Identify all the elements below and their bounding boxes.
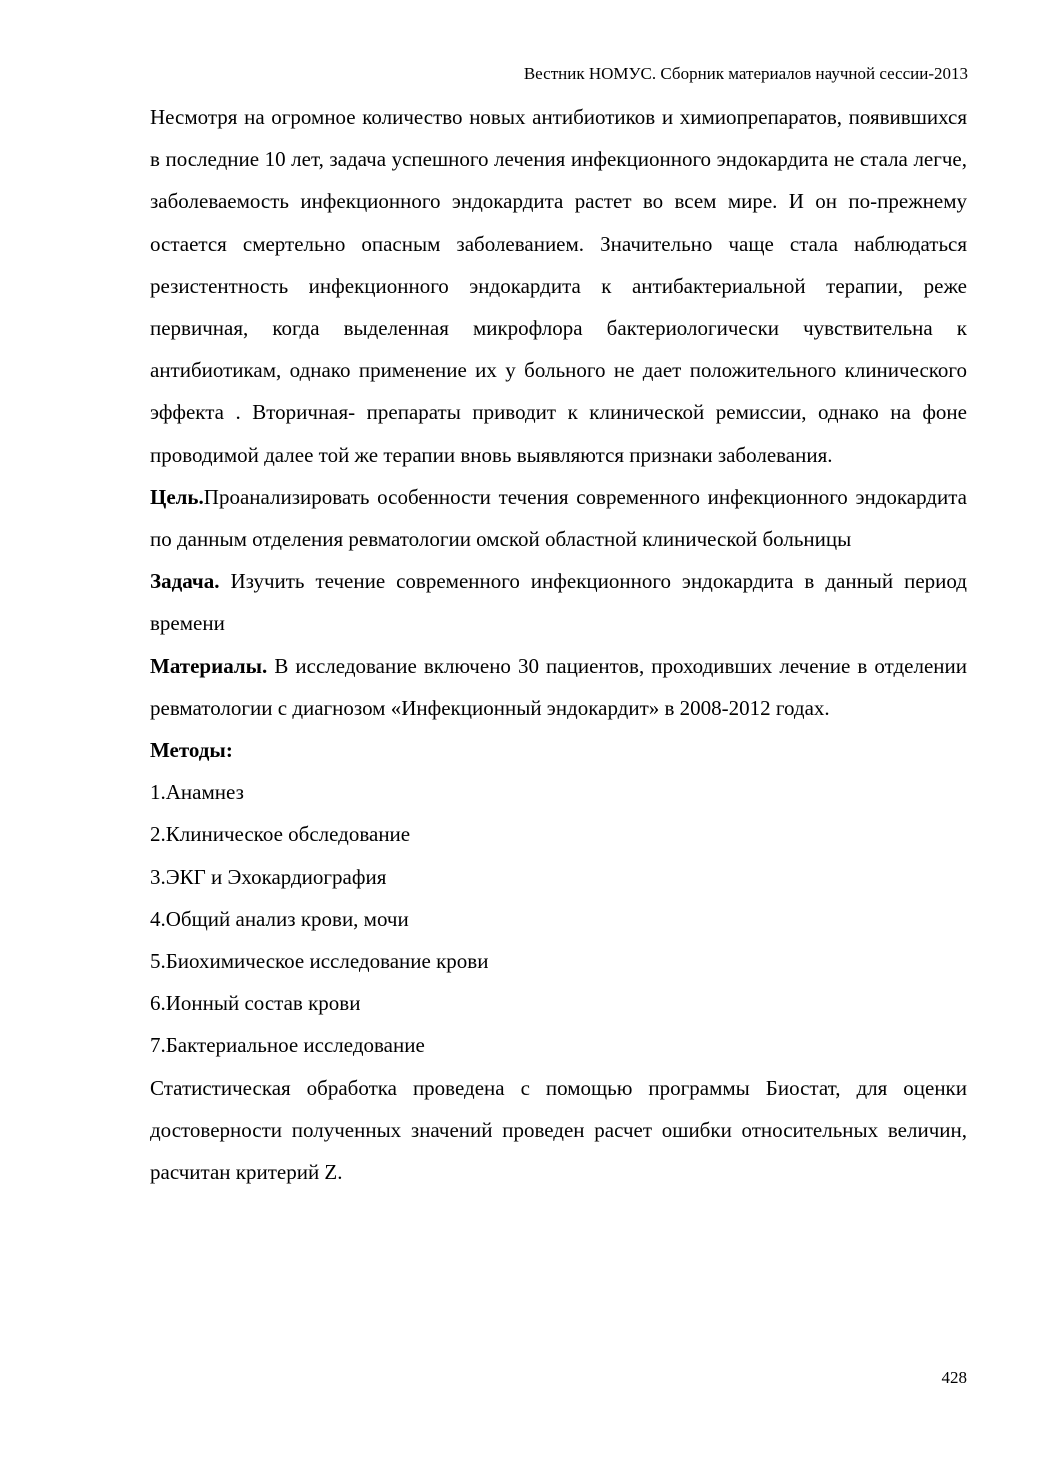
methods-list	[150, 771, 967, 1066]
method-item: 2.Клиническое обследование	[150, 822, 411, 847]
methods-heading	[150, 729, 967, 771]
materials-paragraph	[150, 645, 967, 729]
goal-label: Цель.	[150, 484, 204, 509]
method-item: 7.Бактериальное исследование	[150, 1033, 425, 1058]
page-number: 428	[941, 1368, 967, 1387]
task-label: Задача.	[150, 569, 220, 594]
method-item: 6.Ионный состав крови	[150, 991, 361, 1016]
method-item: 4.Общий анализ крови, мочи	[150, 906, 409, 931]
goal-paragraph	[150, 476, 967, 560]
statistics-paragraph: Статистическая обработка проведена с помощью программы Биостат, для оценки достоверности полученных значений проведен расчет ошибки относительных величин, расчитан критерий Z.	[150, 1075, 967, 1185]
method-item: 5.Биохимическое исследование крови	[150, 949, 489, 974]
method-item: 1.Анамнез	[150, 780, 244, 805]
methods-label: Методы:	[150, 738, 233, 763]
goal-text: Проанализировать особенности течения современного инфекционного эндокардита по данным отделения ревматологии омской областной клинической больницы	[150, 484, 967, 552]
materials-text: В исследование включено 30 пациентов, проходивших лечение в отделении ревматологии с диагнозом «Инфекционный эндокардит» в 2008-2012 годах.	[150, 653, 967, 720]
materials-label: Материалы.	[150, 653, 268, 678]
task-paragraph	[150, 560, 967, 644]
task-text: Изучить течение современного инфекционного эндокардита в данный период времени	[150, 569, 967, 636]
method-item: 3.ЭКГ и Эхокардиография	[150, 864, 387, 889]
intro-paragraph: Несмотря на огромное количество новых антибиотиков и химиопрепаратов, появившихся в последние 10 лет, задача успешного лечения инфекционного эндокардита не стала легче, заболеваемость инфекционного эндокардита растет во всем мире. И он по-прежнему остается смертельно опасным заболеванием. Значительно чаще стала наблюдаться резистентность инфекционного эндокардита к антибактериальной терапии, реже первичная, когда выделенная микрофлора бактериологически чувствительна к антибиотикам, однако применение их у больного не дает положительного клинического эффекта . Вторичная- препараты приводит к клинической ремиссии, однако на фоне проводимой далее той же терапии вновь выявляются признаки заболевания.	[150, 105, 967, 467]
running-header: Вестник НОМУС. Сборник материалов научной сессии-2013	[523, 64, 968, 83]
article-body	[150, 96, 967, 1193]
